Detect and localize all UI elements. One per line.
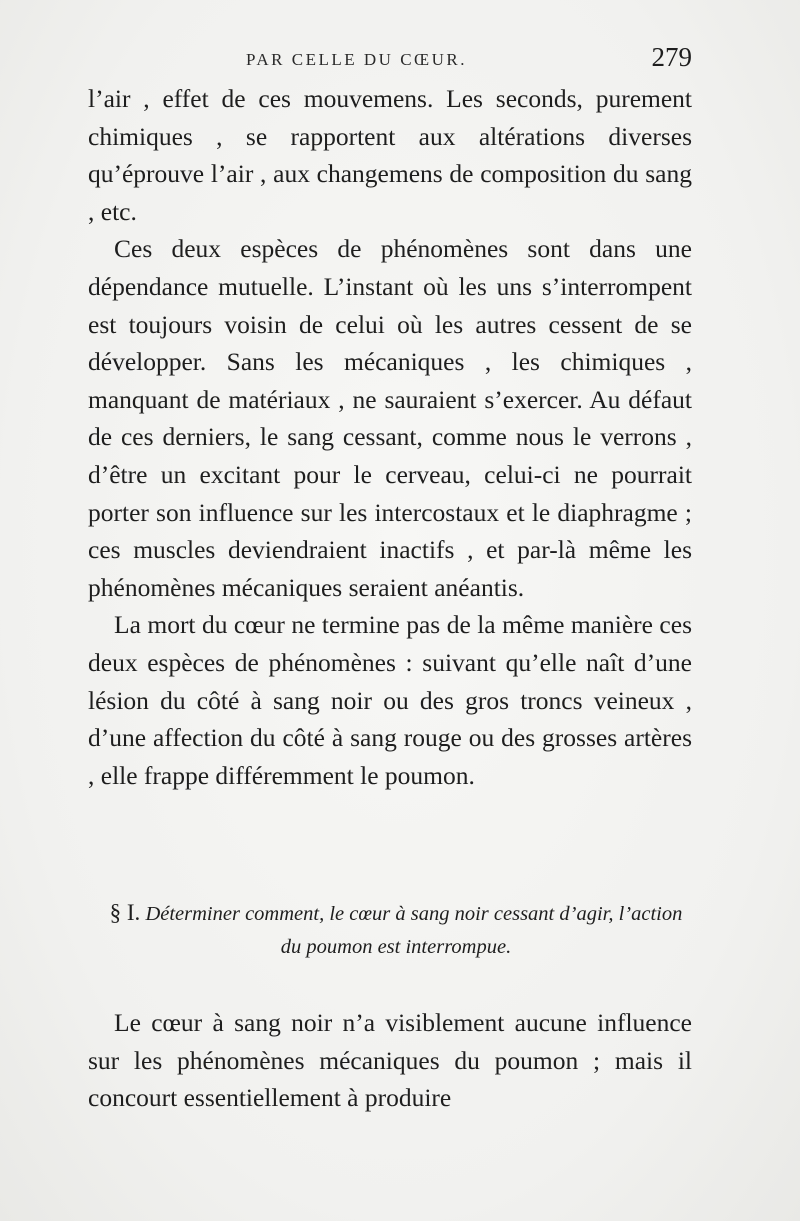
running-head: PAR CELLE DU CŒUR.: [246, 50, 468, 69]
paragraph-4: Le cœur à sang noir n’a visiblement aucune influence sur les phénomènes mécaniques du poumon ; mais il concourt essentiellement à produire: [88, 1008, 692, 1113]
final-text: [88, 1004, 692, 1117]
page-header: [88, 42, 692, 82]
paragraph-1: l’air , effet de ces mouvemens. Les seconds, purement chimiques , se rapportent aux altérations diverses qu’éprouve l’air , aux changemens de composition du sang , etc.: [88, 84, 692, 226]
main-text: [88, 80, 692, 794]
paragraph-3: La mort du cœur ne termine pas de la même manière ces deux espèces de phénomènes : suivant qu’elle naît d’une lésion du côté à sang noir ou des gros troncs veineux , d’une affection du côté à sang rouge ou des grosses artères , elle frappe différemment le poumon.: [88, 610, 692, 790]
section-heading: [100, 896, 692, 964]
section-mark: § I.: [109, 900, 141, 925]
page-number: 279: [651, 42, 692, 72]
paragraph-2: Ces deux espèces de phénomènes sont dans une dépendance mutuelle. L’instant où les uns s’interrompent est toujours voisin de celui où les autres cessent de se développer. Sans les mécaniques , les chimiques , manquant de matériaux , ne sauraient s’exercer. Au défaut de ces derniers, le sang cessant, comme nous le verrons , d’être un excitant pour le cerveau, celui-ci ne pourrait porter son influence sur les intercostaux et le diaphragme ; ces muscles deviendraient inactifs , et par-là même les phénomènes mécaniques seraient anéantis.: [88, 234, 692, 602]
section-title: Déterminer comment, le cœur à sang noir cessant d’agir, l’action du poumon est interrompue.: [145, 903, 683, 958]
